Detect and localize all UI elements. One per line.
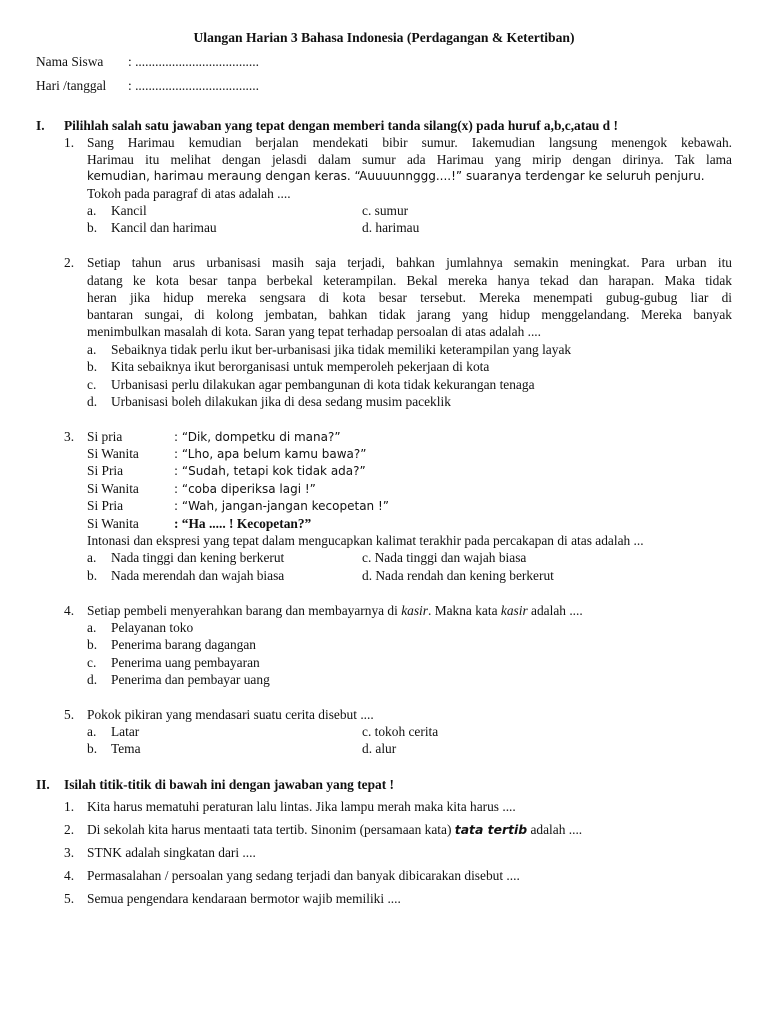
option-c[interactable]: c. Nada tinggi dan wajah biasa	[362, 550, 527, 565]
option-text: Kita sebaiknya ikut berorganisasi untuk memperoleh pekerjaan di kota	[111, 359, 490, 374]
option-d[interactable]: d. alur	[362, 741, 397, 756]
text-part: adalah ....	[527, 822, 583, 837]
option-b[interactable]	[87, 359, 489, 375]
option-text: Sebaiknya tidak perlu ikut ber-urbanisasi jika tidak memiliki keterampilan yang layak	[111, 342, 572, 357]
question-text	[87, 603, 583, 619]
question-text	[87, 822, 582, 838]
option-c[interactable]: c. tokoh cerita	[362, 724, 439, 739]
option-text: Nada merendah dan wajah biasa	[111, 568, 285, 583]
option-text: Penerima dan pembayar uang	[111, 672, 270, 687]
option-letter: d.	[87, 394, 98, 409]
question-text: Semua pengendara kendaraan bermotor wajib memiliki ....	[87, 891, 401, 906]
option-a[interactable]	[87, 342, 571, 358]
option-text: Kancil dan harimau	[111, 220, 217, 235]
question-number: 5.	[64, 707, 75, 722]
section-2-number: II.	[36, 777, 50, 792]
question-number: 3.	[64, 845, 75, 860]
option-text: Penerima uang pembayaran	[111, 655, 260, 670]
question-text: Permasalahan / persoalan yang sedang terjadi dan banyak dibicarakan disebut ....	[87, 868, 520, 883]
option-text: Urbanisasi perlu dilakukan agar pembangunan di kota tidak kekurangan tenaga	[111, 377, 535, 392]
section-1-title: Pilihlah salah satu jawaban yang tepat dengan memberi tanda silang(x) pada huruf a,b,c,atau d !	[64, 118, 618, 133]
dialogue-line: : “Sudah, tetapi kok tidak ada?”	[174, 464, 366, 478]
question-text: Tokoh pada paragraf di atas adalah ....	[87, 186, 291, 201]
text-part: . Makna kata	[428, 603, 501, 618]
question-number: 4.	[64, 603, 75, 618]
section-2-title: Isilah titik-titik di bawah ini dengan jawaban yang tepat !	[64, 777, 394, 792]
page-title: Ulangan Harian 3 Bahasa Indonesia (Perdagangan & Ketertiban)	[193, 30, 575, 45]
question-text: STNK adalah singkatan dari ....	[87, 845, 256, 860]
question-number: 1.	[64, 135, 75, 150]
question-number: 2.	[64, 255, 75, 270]
option-c[interactable]: c. sumur	[362, 203, 409, 218]
question-text: Intonasi dan ekspresi yang tepat dalam mengucapkan kalimat terakhir pada percakapan di atas adalah ...	[87, 533, 644, 548]
question-text: bantaran sungai, di kolong jembatan, bahkan tidak jarang yang hidup menggelandang. Mereka banyak	[87, 307, 732, 322]
option-c[interactable]	[87, 377, 535, 393]
text-part: Di sekolah kita harus mentaati tata tertib. Sinonim (persamaan kata)	[87, 822, 455, 837]
text-part: Setiap pembeli menyerahkan barang dan membayarnya di	[87, 603, 402, 618]
speaker-label: Si Wanita	[87, 481, 139, 496]
question-number: 2.	[64, 822, 75, 837]
question-text: menimbulkan masalah di kota. Saran yang tepat terhadap persoalan di atas adalah ....	[87, 324, 542, 339]
dialogue-line: : “Dik, dompetku di mana?”	[174, 430, 341, 444]
option-letter: a.	[87, 550, 97, 565]
option-letter: c.	[87, 655, 97, 670]
option-d[interactable]	[87, 672, 270, 688]
option-letter: c.	[87, 377, 97, 392]
option-b[interactable]	[87, 741, 141, 757]
option-c[interactable]	[87, 655, 260, 671]
dialogue-line: : “Ha ..... ! Kecopetan?”	[174, 516, 312, 531]
option-text: Penerima barang dagangan	[111, 637, 257, 652]
option-text: Pelayanan toko	[111, 620, 194, 635]
speaker-label: Si Wanita	[87, 446, 139, 461]
text-part: adalah ....	[527, 603, 583, 618]
speaker-label: Si Pria	[87, 498, 124, 513]
question-number: 5.	[64, 891, 75, 906]
date-field: : .....................................	[128, 78, 259, 93]
section-1-number: I.	[36, 118, 45, 133]
question-text: kemudian, harimau meraung dengan keras. “Auuuunnggg....!” suaranya terdengar ke seluruh penjuru.	[87, 169, 705, 183]
option-text: Tema	[111, 741, 141, 756]
option-letter: d.	[87, 672, 98, 687]
question-text: Kita harus mematuhi peraturan lalu lintas. Jika lampu merah maka kita harus ....	[87, 799, 516, 814]
name-field: : .....................................	[128, 54, 259, 69]
option-b[interactable]	[87, 568, 284, 584]
option-letter: a.	[87, 724, 97, 739]
dialogue-line: : “coba diperiksa lagi !”	[174, 482, 316, 496]
option-text: Urbanisasi boleh dilakukan jika di desa sedang musim paceklik	[111, 394, 451, 409]
option-text: Latar	[111, 724, 140, 739]
option-letter: a.	[87, 620, 97, 635]
option-b[interactable]	[87, 637, 256, 653]
option-a[interactable]	[87, 620, 193, 636]
question-number: 3.	[64, 429, 75, 444]
option-b[interactable]	[87, 220, 217, 236]
option-d[interactable]: d. harimau	[362, 220, 420, 235]
option-a[interactable]	[87, 724, 139, 740]
option-text: Nada tinggi dan kening berkerut	[111, 550, 285, 565]
option-a[interactable]	[87, 203, 147, 219]
speaker-label: Si pria	[87, 429, 123, 444]
option-letter: b.	[87, 741, 98, 756]
speaker-label: Si Pria	[87, 463, 124, 478]
question-text: Setiap tahun arus urbanisasi masih saja terjadi, bahkan jumlahnya semakin meningkat. Para urban itu	[87, 255, 732, 270]
italic-term: kasir	[500, 603, 528, 618]
option-letter: b.	[87, 359, 98, 374]
option-letter: a.	[87, 342, 97, 357]
option-letter: b.	[87, 637, 98, 652]
question-text: Harimau itu melihat dengan jelasdi dalam sumur ada Harimau yang mirip dengan dirinya. Tak lama	[87, 152, 732, 167]
option-a[interactable]	[87, 550, 284, 566]
option-d[interactable]	[87, 394, 451, 410]
option-letter: a.	[87, 203, 97, 218]
date-label: Hari /tanggal	[36, 78, 107, 93]
option-letter: b.	[87, 568, 98, 583]
dialogue-line: : “Wah, jangan-jangan kecopetan !”	[174, 499, 389, 513]
speaker-label: Si Wanita	[87, 516, 139, 531]
question-text: Sang Harimau kemudian berjalan mendekati bibir sumur. Iakemudian langsung menengok kebawah.	[87, 135, 732, 150]
option-text: Kancil	[111, 203, 147, 218]
option-letter: b.	[87, 220, 98, 235]
question-text: Pokok pikiran yang mendasari suatu cerita disebut ....	[87, 707, 374, 722]
dialogue-line: : “Lho, apa belum kamu bawa?”	[174, 447, 367, 461]
question-number: 1.	[64, 799, 75, 814]
name-label: Nama Siswa	[36, 54, 104, 69]
question-text: heran jika hidup mereka sengsara di kota besar tersebut. Mereka menempati gubug-gubug liar di	[87, 290, 732, 305]
option-d[interactable]: d. Nada rendah dan kening berkerut	[362, 568, 554, 583]
bold-italic-term: tata tertib	[454, 822, 528, 837]
question-number: 4.	[64, 868, 75, 883]
question-text: datang ke kota besar tanpa berbekal keterampilan. Bekal mereka hanya tekad dan harapan. Maka tidak	[87, 273, 732, 288]
italic-term: kasir	[401, 603, 428, 618]
